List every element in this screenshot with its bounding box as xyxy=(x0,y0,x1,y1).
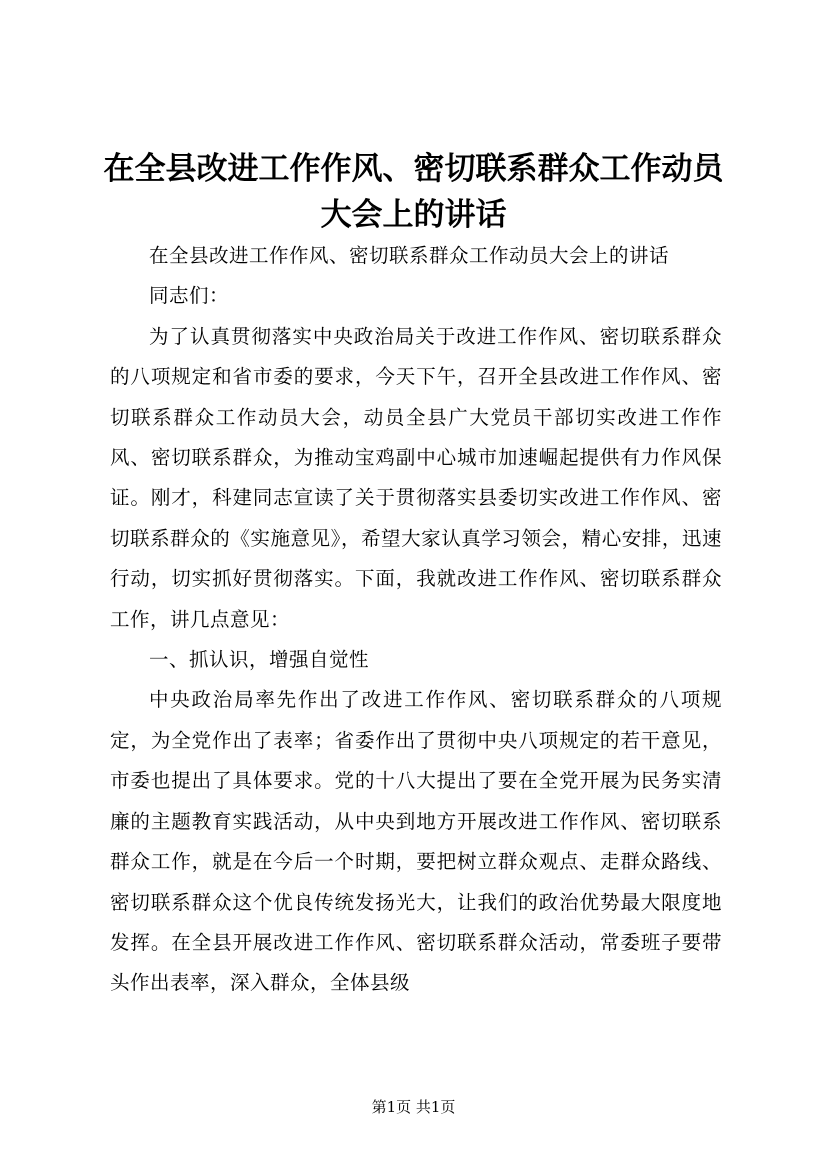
document-title: 在全县改进工作作风、密切联系群众工作动员大会上的讲话 xyxy=(103,151,724,233)
paragraph-section-1: 中央政治局率先作出了改进工作作风、密切联系群众的八项规定，为全党作出了表率；省委作出了贯彻中央八项规定的若干意见，市委也提出了具体要求。党的十八大提出了要在全党开展为民务实清廉的主题教育实践活动，从中央到地方开展改进工作作风、密切联系群众工作，就是在今后一个时期，要把树立群众观点、走群众路线、密切联系群众这个优良传统发扬光大，让我们的政治优势最大限度地发挥。在全县开展改进工作作风、密切联系群众活动，常委班子要带头作出表率，深入群众，全体县级 xyxy=(110,688,722,995)
page-footer: 第1页 共1页 xyxy=(371,1098,456,1116)
paragraph-heading-repeat: 在全县改进工作作风、密切联系群众工作动员大会上的讲话 xyxy=(149,244,670,267)
paragraph-salutation: 同志们： xyxy=(149,284,230,308)
paragraph-intro: 为了认真贯彻落实中央政治局关于改进工作作风、密切联系群众的八项规定和省市委的要求，今天下午，召开全县改进工作作风、密切联系群众工作动员大会，动员全县广大党员干部切实改进工作作风、密切联系群众，为推动宝鸡副中心城市加速崛起提供有力作风保证。刚才，科建同志宣读了关于贯彻落实县委切实改进工作作风、密切联系群众的《实施意见》，希望大家认真学习领会，精心安排，迅速行动，切实抓好贯彻落实。下面，我就改进工作作风、密切联系群众工作，讲几点意见： xyxy=(110,324,722,631)
section-heading-1: 一、抓认识，增强自觉性 xyxy=(149,648,370,672)
document-body xyxy=(110,236,722,1004)
